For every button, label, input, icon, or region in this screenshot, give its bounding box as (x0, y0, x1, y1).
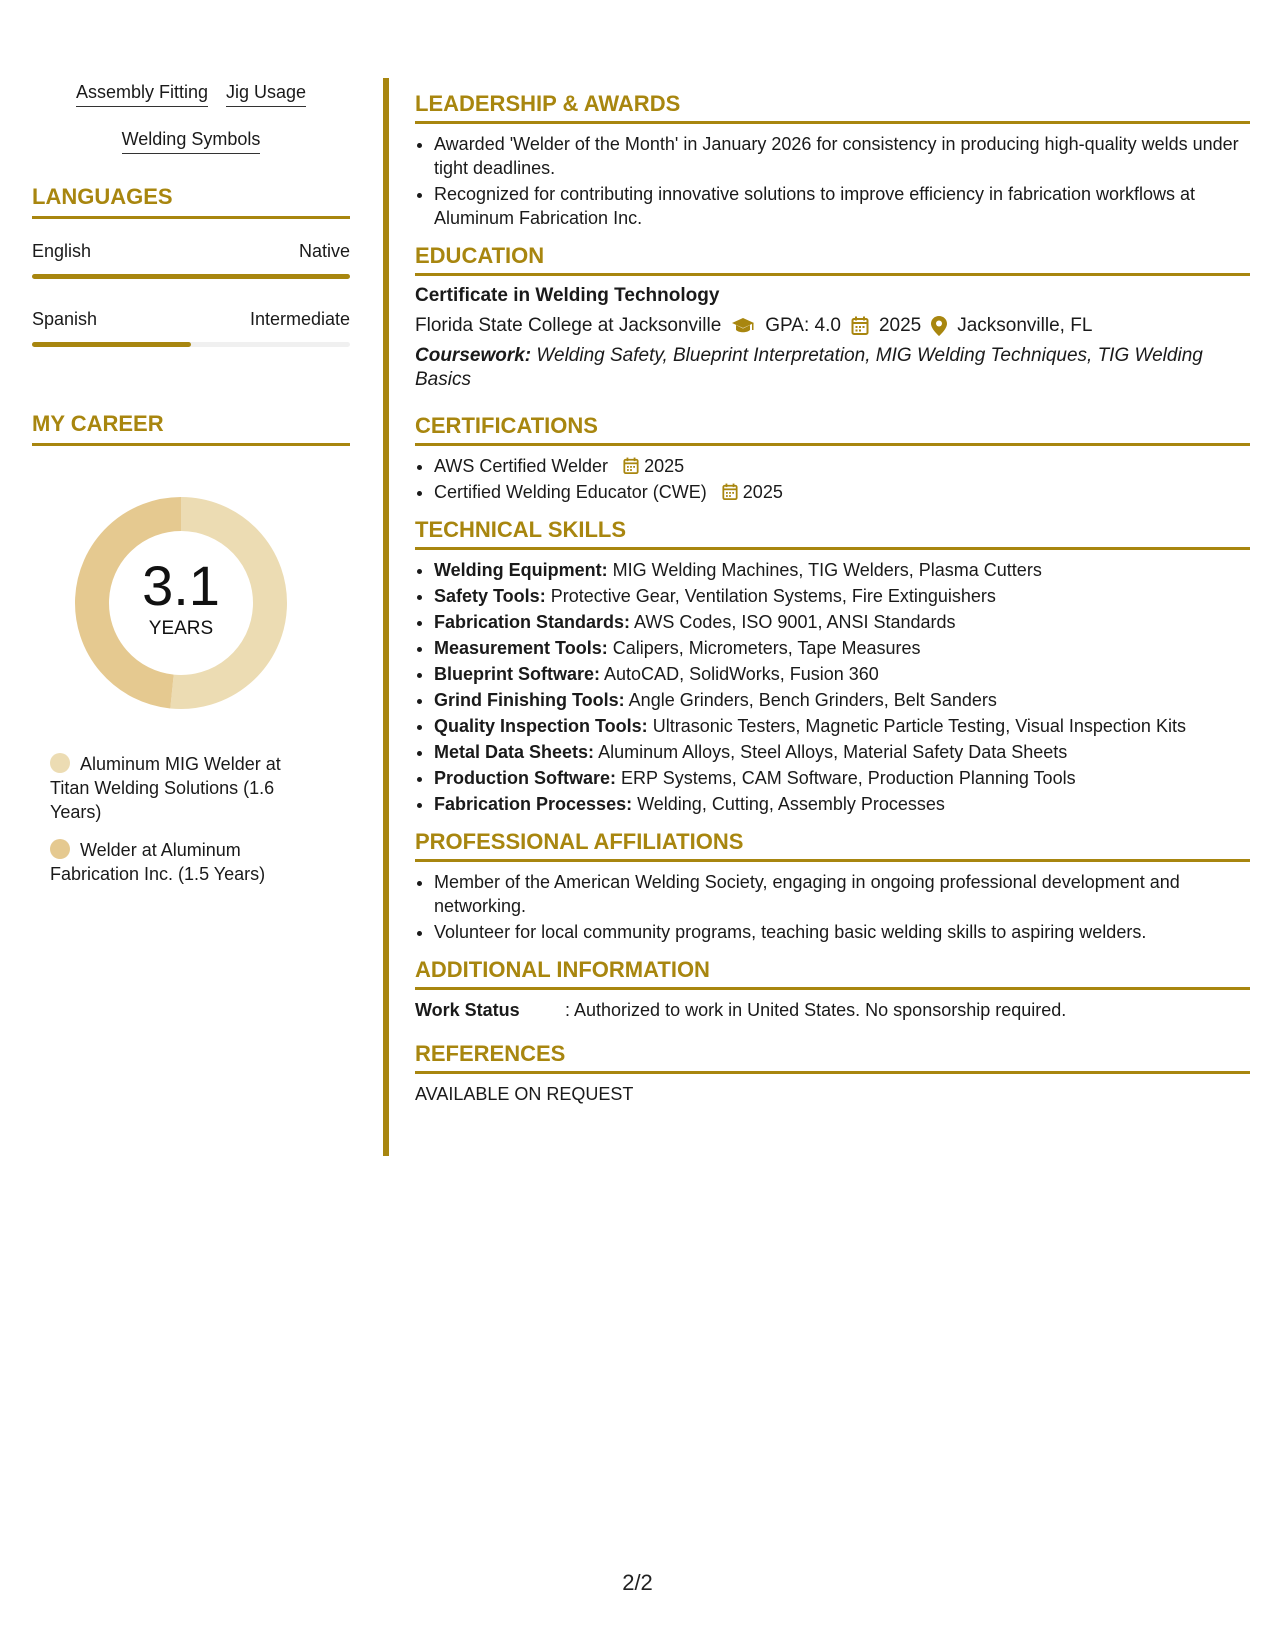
list-item: • Volunteer for local community programs, teaching basic welding skills to aspiring welders. (434, 920, 1250, 944)
coursework-label: Coursework: (415, 345, 532, 366)
education-coursework (415, 344, 1250, 392)
skill-item (434, 792, 1250, 816)
right-column (415, 92, 1250, 1120)
language-bar (32, 342, 350, 347)
skill-category: Grind Finishing Tools: (434, 690, 625, 710)
skill-item (434, 636, 1250, 660)
calendar-icon (722, 483, 738, 501)
skill-category: Blueprint Software: (434, 664, 601, 684)
career-total-unit: YEARS (148, 618, 214, 639)
language-bar (32, 274, 350, 279)
page-number: 2/2 (622, 1570, 653, 1595)
career-legend-item (50, 752, 300, 824)
languages-heading: LANGUAGES (32, 184, 350, 219)
education-location: Jacksonville, FL (957, 315, 1093, 336)
affiliations-section (415, 830, 1250, 944)
language-name: Spanish (32, 309, 98, 329)
list-item: • Recognized for contributing innovative solutions to improve efficiency in fabrication workflows at Aluminum Fabrication Inc. (434, 182, 1250, 230)
certification-name: AWS Certified Welder (434, 456, 609, 476)
skill-item (434, 584, 1250, 608)
skill-item (434, 558, 1250, 582)
skill-item (434, 610, 1250, 634)
certifications-heading: CERTIFICATIONS (415, 414, 1250, 446)
skill-values: Angle Grinders, Bench Grinders, Belt Sanders (628, 690, 997, 710)
education-gpa: GPA: 4.0 (765, 315, 841, 336)
technical-skills-list (415, 558, 1250, 816)
work-status-row (415, 998, 1250, 1022)
certifications-section (415, 414, 1250, 504)
calendar-icon (851, 316, 869, 336)
language-item (32, 241, 350, 279)
skill-values: MIG Welding Machines, TIG Welders, Plasma Cutters (612, 560, 1042, 580)
language-name: English (32, 241, 92, 261)
left-column (32, 80, 350, 900)
skill-category: Fabrication Standards: (434, 612, 631, 632)
skill-category: Metal Data Sheets: (434, 742, 595, 762)
skill-category: Measurement Tools: (434, 638, 608, 658)
languages-section (32, 184, 350, 347)
career-heading: MY CAREER (32, 411, 350, 446)
career-donut-chart (66, 488, 296, 718)
additional-info-heading: ADDITIONAL INFORMATION (415, 958, 1250, 990)
skill-item (434, 714, 1250, 738)
education-details (415, 314, 1250, 338)
list-item: • Member of the American Welding Society, engaging in ongoing professional development and networking. (434, 870, 1250, 918)
language-level: Native (298, 241, 350, 261)
certification-item (434, 454, 1250, 478)
skill-tags (32, 80, 350, 154)
skill-category: Safety Tools: (434, 586, 546, 606)
technical-skills-section (415, 518, 1250, 816)
education-heading: EDUCATION (415, 244, 1250, 276)
graduation-cap-icon (731, 317, 755, 335)
location-pin-icon (931, 316, 947, 336)
skill-item (434, 688, 1250, 712)
skill-category: Quality Inspection Tools: (434, 716, 648, 736)
skill-values: AutoCAD, SolidWorks, Fusion 360 (604, 664, 879, 684)
language-item (32, 309, 350, 347)
skill-values: Aluminum Alloys, Steel Alloys, Material Safety Data Sheets (598, 742, 1068, 762)
language-bar-fill (32, 342, 191, 347)
career-total-years: 3.1 (142, 554, 220, 617)
references-section (415, 1042, 1250, 1106)
skill-values: Calipers, Micrometers, Tape Measures (612, 638, 921, 658)
career-legend-label: Welder at Aluminum Fabrication Inc. (1.5 Years) (50, 840, 266, 884)
affiliations-heading: PROFESSIONAL AFFILIATIONS (415, 830, 1250, 862)
skill-category: Production Software: (434, 768, 617, 788)
language-level: Intermediate (249, 309, 350, 329)
certification-item (434, 480, 1250, 504)
career-legend-label: Aluminum MIG Welder at Titan Welding Solutions (1.6 Years) (50, 754, 281, 822)
skill-item (434, 766, 1250, 790)
list-item: • Awarded 'Welder of the Month' in January 2026 for consistency in producing high-quality welds under tight deadlines. (434, 132, 1250, 180)
skill-tag: Assembly Fitting (76, 80, 208, 107)
skill-values: Protective Gear, Ventilation Systems, Fire Extinguishers (550, 586, 996, 606)
career-section (32, 411, 350, 886)
technical-skills-heading: TECHNICAL SKILLS (415, 518, 1250, 550)
career-legend-item (50, 838, 300, 886)
certification-year: 2025 (644, 456, 685, 476)
legend-dot (50, 839, 70, 859)
skill-item (434, 662, 1250, 686)
skill-tag: Jig Usage (226, 80, 306, 107)
work-status-label: Work Status (415, 1000, 520, 1020)
column-divider (383, 78, 389, 1156)
skill-values: ERP Systems, CAM Software, Production Planning Tools (621, 768, 1076, 788)
legend-dot (50, 753, 70, 773)
education-section (415, 244, 1250, 392)
career-legend (50, 752, 350, 886)
education-year: 2025 (878, 315, 922, 336)
skill-category: Fabrication Processes: (434, 794, 633, 814)
leadership-heading: LEADERSHIP & AWARDS (415, 92, 1250, 124)
work-status-value: : Authorized to work in United States. No sponsorship required. (565, 1000, 1067, 1020)
additional-info-section (415, 958, 1250, 1022)
skill-category: Welding Equipment: (434, 560, 608, 580)
skill-values: Welding, Cutting, Assembly Processes (637, 794, 945, 814)
education-school: Florida State College at Jacksonville (415, 315, 722, 336)
certification-year: 2025 (742, 482, 783, 502)
language-bar-fill (32, 274, 350, 279)
skill-tag: Welding Symbols (122, 127, 261, 154)
skill-values: AWS Codes, ISO 9001, ANSI Standards (634, 612, 956, 632)
certification-name: Certified Welding Educator (CWE) (434, 482, 707, 502)
coursework-list: Welding Safety, Blueprint Interpretation, MIG Welding Techniques, TIG Welding Basics (415, 345, 1203, 390)
calendar-icon (623, 457, 639, 475)
skill-item (434, 740, 1250, 764)
references-heading: REFERENCES (415, 1042, 1250, 1074)
education-degree: Certificate in Welding Technology (415, 285, 720, 306)
leadership-section (415, 92, 1250, 230)
skill-values: Ultrasonic Testers, Magnetic Particle Testing, Visual Inspection Kits (652, 716, 1186, 736)
references-text: AVAILABLE ON REQUEST (415, 1084, 634, 1104)
